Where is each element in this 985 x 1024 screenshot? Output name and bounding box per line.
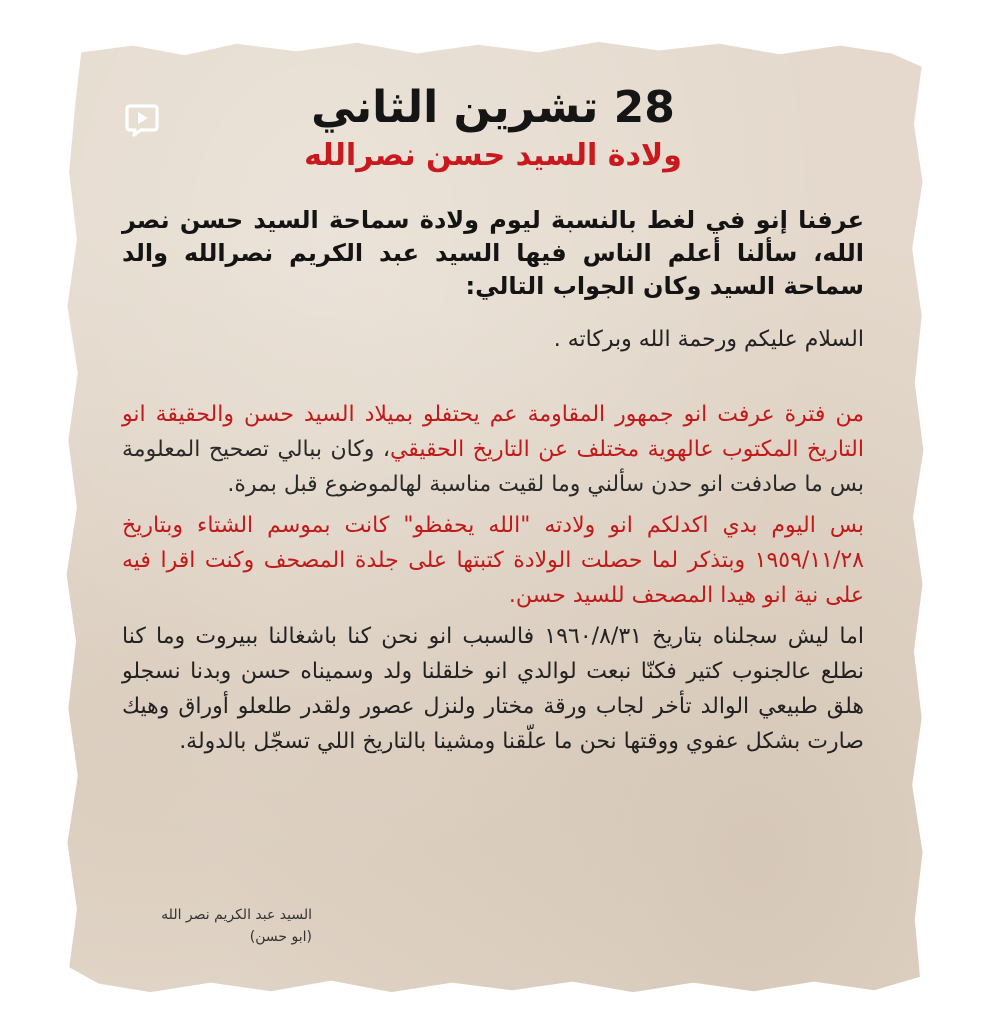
paragraph-1 [122, 397, 864, 502]
paragraph-1-rest: ، وكان ببالي تصحيح المعلومة بس ما صادفت انو حدن سألني وما لقيت مناسبة لهالموضوع قبل بمرة. [122, 437, 864, 497]
paragraph-1-highlight: من فترة عرفت انو جمهور المقاومة عم يحتفلو بميلاد السيد حسن والحقيقة انو التاريخ المكتوب عالهوية مختلف عن التاريخ الحقيقي [122, 402, 864, 462]
page-title: 28 تشرين الثاني [311, 82, 675, 133]
signature-name: السيد عبد الكريم نصر الله [161, 907, 312, 923]
signature-alias: (ابو حسن) [249, 929, 312, 945]
paragraph-2-end: للسيد حسن. [508, 583, 625, 608]
article [122, 80, 864, 765]
page-subtitle: ولادة السيد حسن نصرالله [304, 138, 682, 173]
paragraph-2 [122, 508, 864, 613]
paragraph-3: اما ليش سجلناه بتاريخ ١٩٦٠/٨/٣١ فالسبب انو نحن كنا باشغالنا ببيروت وما كنا نطلع عالجنوب كتير فكنّا نبعت لوالدي انو خلقلنا ولد وسميناه حسن وبدنا نسجلو هلق طبيعي الوالد تأخر لجاب ورقة مختار ولنزل عصور ولقدر طلعلو أوراق وهيك صارت بشكل عفوي ووقتها نحن ما علّقنا ومشينا بالتاريخ اللي تسجّل بالدولة. [122, 624, 864, 754]
intro-paragraph: عرفنا إنو في لغط بالنسبة ليوم ولادة سماحة السيد حسن نصر الله، سألنا أعلم الناس فيها السيد عبد الكريم نصرالله والد سماحة السيد وكان الجواب التالي: [122, 206, 864, 300]
greeting-line: السلام عليكم ورحمة الله وبركاته . [553, 327, 864, 352]
signature-block [122, 904, 312, 948]
paragraph-2-highlight: بس اليوم بدي اكدلكم انو ولادته "الله يحفظو" كانت بموسم الشتاء وبتاريخ ١٩٥٩/١١/٢٨ وبتذكر لما حصلت الولادة كتبتها على جلدة المصحف وكنت اقرا فيه على نية انو هيدا المصحف [122, 513, 864, 608]
